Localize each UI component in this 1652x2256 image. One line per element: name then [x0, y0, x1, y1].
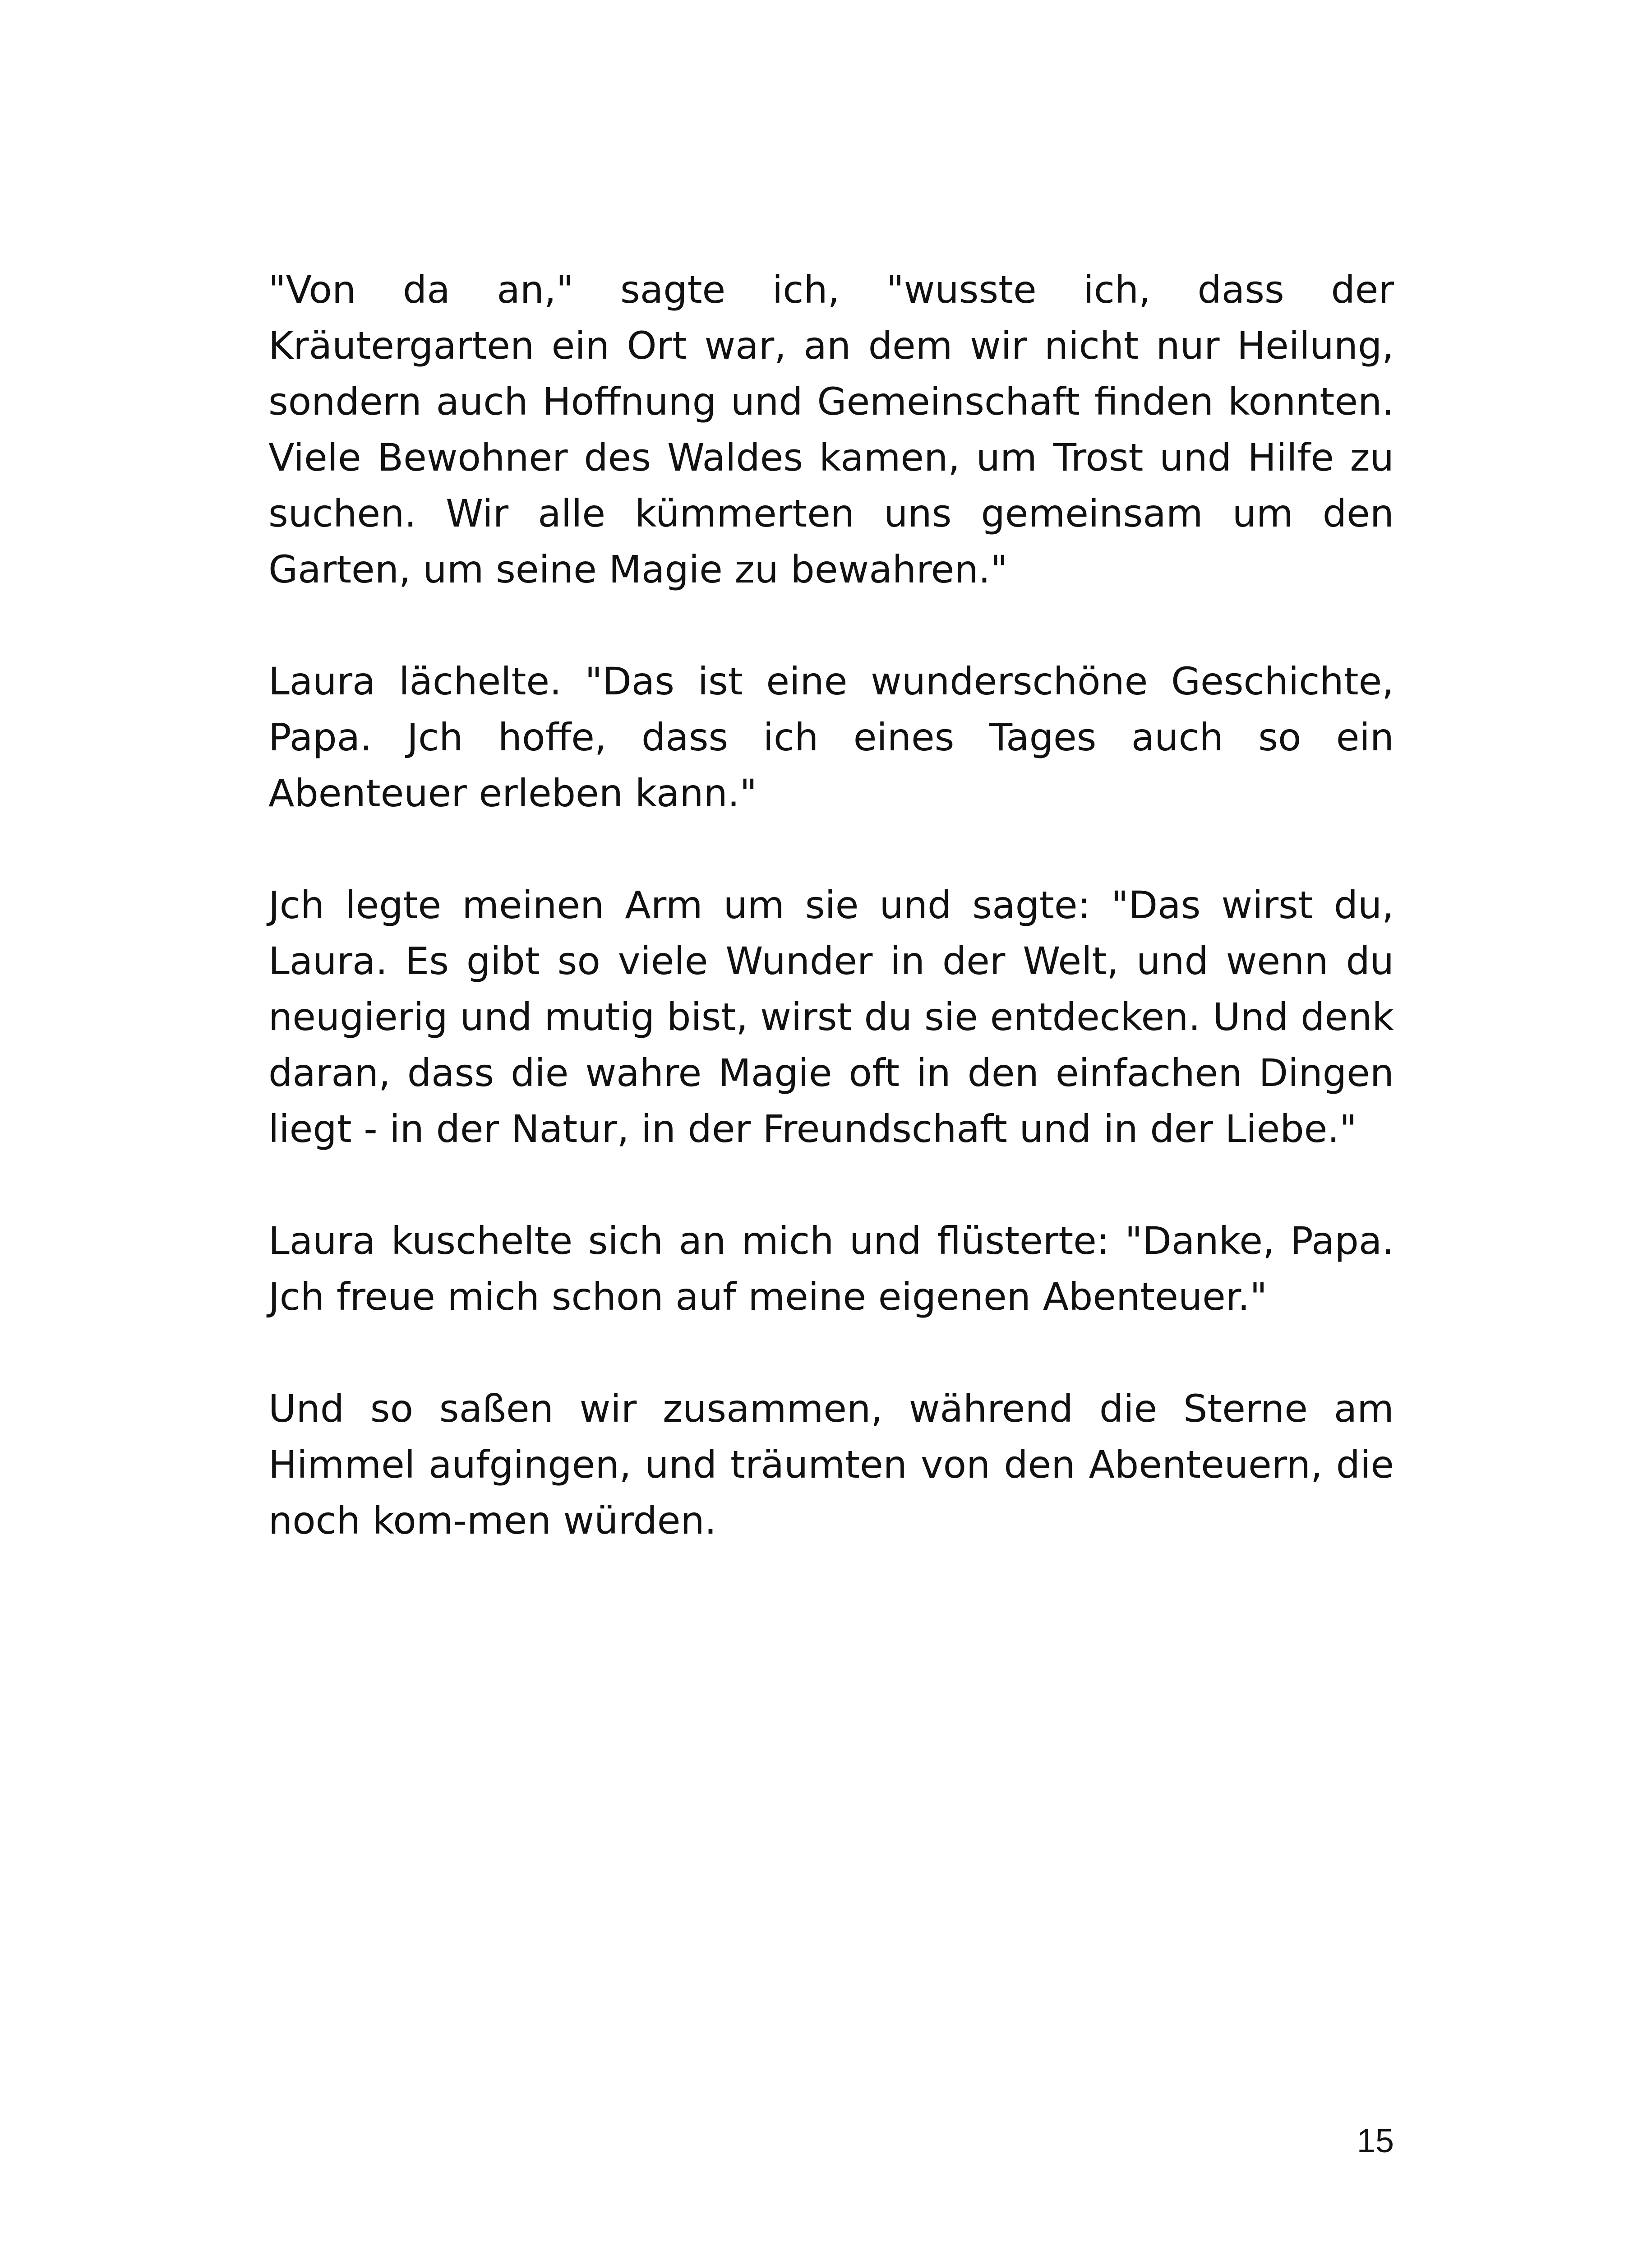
paragraph-2: Laura lächelte. "Das ist eine wunderschöne Geschichte, Papa. Jch hoffe, dass ich eines Tages auch so ein Abenteuer erleben kann.": [268, 659, 1394, 815]
story-text: [268, 262, 1394, 1604]
page-number: 15: [1357, 2122, 1394, 2159]
paragraph-3: Jch legte meinen Arm um sie und sagte: "Das wirst du, Laura. Es gibt so viele Wunder in der Welt, und wenn du neugierig und mutig bist, wirst du sie entdecken. Und denk daran, dass die wahre Magie oft in den einfachen Dingen liegt - in der Natur, in der Freundschaft und in der Liebe.": [268, 883, 1394, 1151]
paragraph-4: Laura kuschelte sich an mich und flüsterte: "Danke, Papa. Jch freue mich schon auf meine eigenen Abenteuer.": [268, 1219, 1394, 1319]
paragraph-5: Und so saßen wir zusammen, während die Sterne am Himmel aufgingen, und träumten von den Abenteuern, die noch kom-men würden.: [268, 1387, 1394, 1543]
paragraph-1: "Von da an," sagte ich, "wusste ich, dass der Kräutergarten ein Ort war, an dem wir nicht nur Heilung, sondern auch Hoffnung und Gemeinschaft finden konnten. Viele Bewohner des Waldes kamen, um Trost und Hilfe zu suchen. Wir alle kümmerten uns gemeinsam um den Garten, um seine Magie zu bewahren.": [268, 268, 1394, 592]
